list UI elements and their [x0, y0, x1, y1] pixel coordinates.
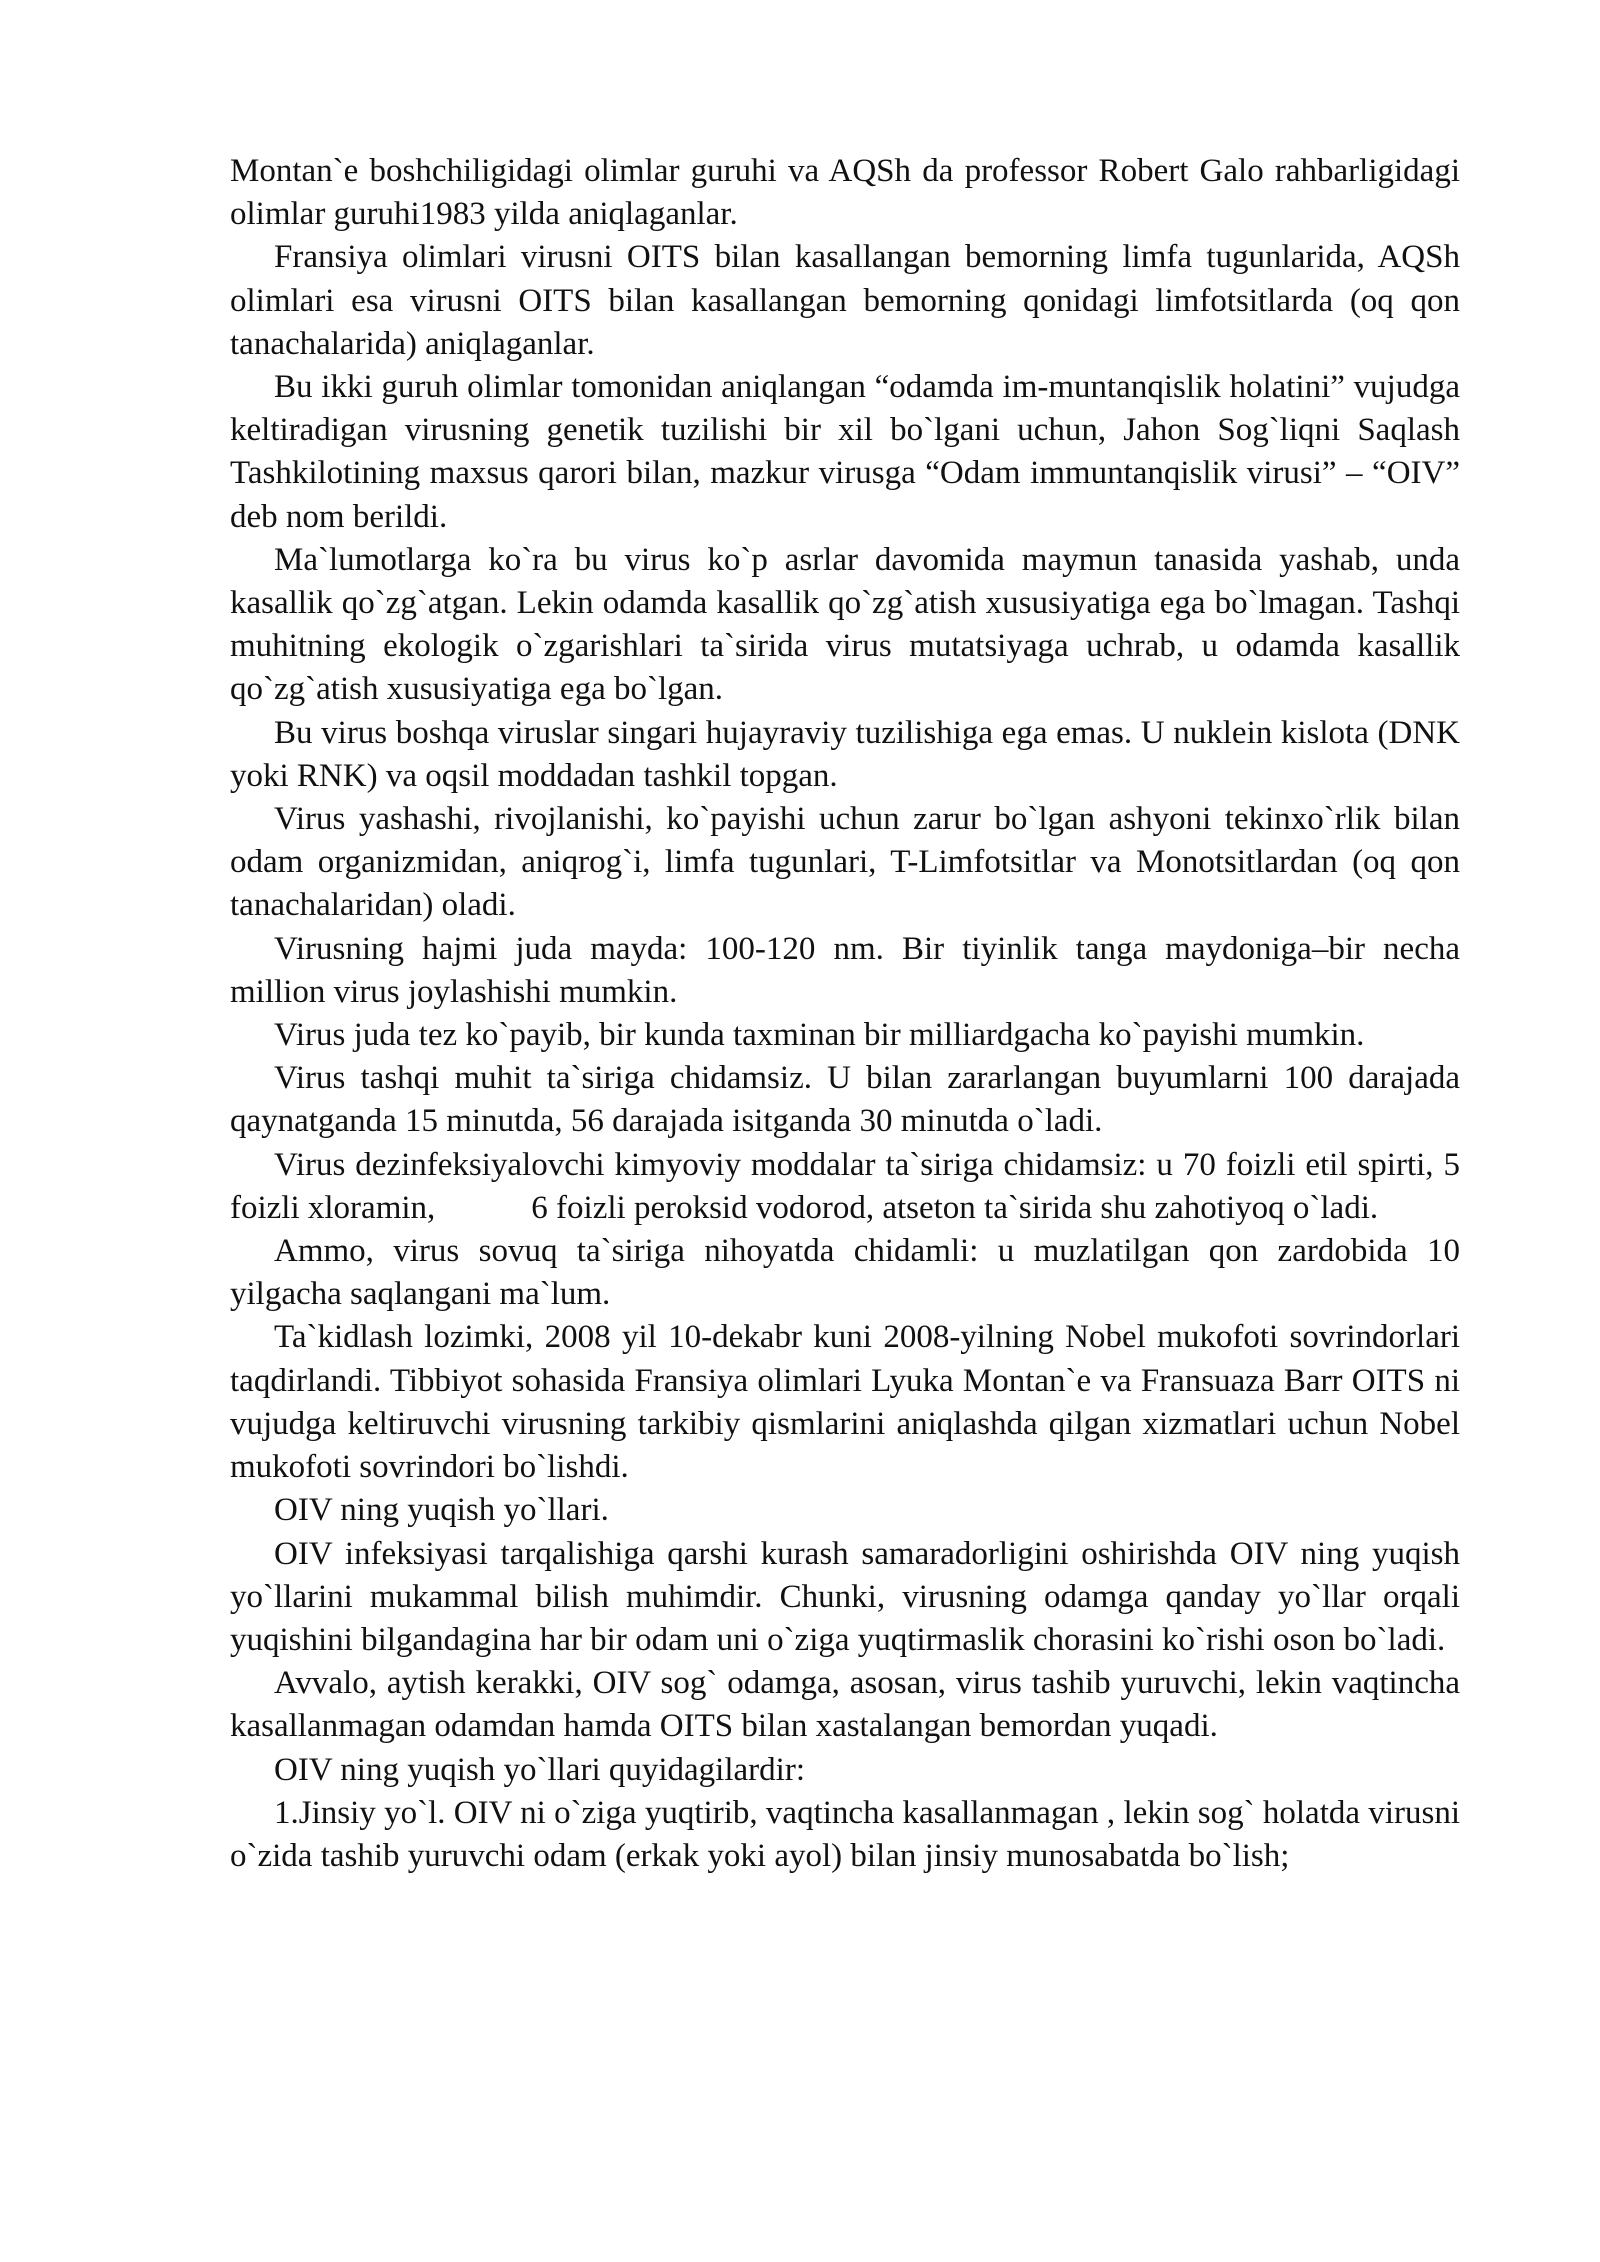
paragraph: Fransiya olimlari virusni OITS bilan kasallangan bemorning limfa tugunlarida, AQSh olimlari esa virusni OITS bilan kasallangan bemorning qonidagi limfotsitlarda (oq qon tanachalarida) aniqlaganlar.	[230, 239, 1460, 362]
paragraph: Avvalo, aytish kerakki, OIV sog` odamga, asosan, virus tashib yuruvchi, lekin vaqtincha kasallanmagan odamdan hamda OITS bilan xastalangan bemordan yuqadi.	[230, 1665, 1460, 1745]
paragraph: Virus yashashi, rivojlanishi, ko`payishi uchun zarur bo`lgan ashyoni tekinxo`rlik bilan odam organizmidan, aniqrog`i, limfa tugunlari, T-Limfotsitlar va Monotsitlardan (oq qon tanachalaridan) oladi.	[230, 801, 1460, 924]
paragraph: OIV infeksiyasi tarqalishiga qarshi kurash samaradorligini oshirishda OIV ning yuqish yo`llarini mukammal bilish muhimdir. Chunki, virusning odamga qanday yo`llar orqali yuqishini bilgandagina har bir odam uni o`ziga yuqtirmaslik chorasini ko`rishi oson bo`ladi.	[230, 1535, 1460, 1658]
paragraph: Ammo, virus sovuq ta`siriga nihoyatda chidamli: u muzlatilgan qon zardobida 10 yilgacha saqlangani ma`lum.	[230, 1233, 1460, 1313]
paragraph: Virusning hajmi juda mayda: 100-120 nm. Bir tiyinlik tanga maydoniga–bir necha million virus joylashishi mumkin.	[230, 930, 1460, 1010]
paragraph: Ma`lumotlarga ko`ra bu virus ko`p asrlar davomida maymun tanasida yashab, unda kasallik qo`zg`atgan. Lekin odamda kasallik qo`zg`atish xususiyatiga ega bo`lmagan. Tashqi muhitning ekologik o`zgarishlari ta`sirida virus mutatsiyaga uchrab, u odamda kasallik qo`zg`atish xususiyatiga ega bo`lgan.	[230, 541, 1460, 708]
paragraph-part: 6 foizli peroksid vodorod, atseton ta`sirida shu zahotiyoq o`ladi.	[531, 1189, 1379, 1226]
paragraph: Bu virus boshqa viruslar singari hujayraviy tuzilishiga ega emas. U nuklein kislota (DNK yoki RNK) va oqsil moddadan tashkil topgan.	[230, 714, 1460, 794]
document-page	[230, 150, 1460, 1878]
section-heading: OIV ning yuqish yo`llari.	[274, 1492, 609, 1529]
paragraph: Virus tashqi muhit ta`siriga chidamsiz. U bilan zararlangan buyumlarni 100 darajada qaynatganda 15 minutda, 56 darajada isitganda 30 minutda o`ladi.	[230, 1060, 1460, 1140]
paragraph: Montan`e boshchiligidagi olimlar guruhi va AQSh da professor Robert Galo rahbarligidagi olimlar guruhi1983 yilda aniqlaganlar.	[230, 153, 1460, 233]
paragraph: Ta`kidlash lozimki, 2008 yil 10-dekabr kuni 2008-yilning Nobel mukofoti sovrindorlari taqdirlandi. Tibbiyot sohasida Fransiya olimlari Lyuka Montan`e va Fransuaza Barr OITS ni vujudga keltiruvchi virusning tarkibiy qismlarini aniqlashda qilgan xizmatlari uchun Nobel mukofoti sovrindori bo`lishdi.	[230, 1319, 1460, 1486]
list-item: 1.Jinsiy yo`l. OIV ni o`ziga yuqtirib, vaqtincha kasallanmagan , lekin sog` holatda virusni o`zida tashib yuruvchi odam (erkak yoki ayol) bilan jinsiy munosabatda bo`lish;	[230, 1794, 1460, 1874]
paragraph: Bu ikki guruh olimlar tomonidan aniqlangan “odamda im-muntanqislik holatini” vujudga keltiradigan virusning genetik tuzilishi bir xil bo`lgani uchun, Jahon Sog`liqni Saqlash Tashkilotining maxsus qarori bilan, mazkur virusga “Odam immuntanqislik virusi” – “OIV” deb nom berildi.	[230, 369, 1460, 535]
paragraph-part: Virus dezinfeksiyalovchi kimyoviy moddalar ta`siriga chidamsiz: u 70 foizli etil spirti, 5 foizli xloramin,	[230, 1146, 1460, 1226]
paragraph: Virus juda tez ko`payib, bir kunda taxminan bir milliardgacha ko`payishi mumkin.	[274, 1017, 1365, 1054]
paragraph	[230, 1144, 1460, 1230]
paragraph: OIV ning yuqish yo`llari quyidagilardir:	[274, 1751, 805, 1788]
